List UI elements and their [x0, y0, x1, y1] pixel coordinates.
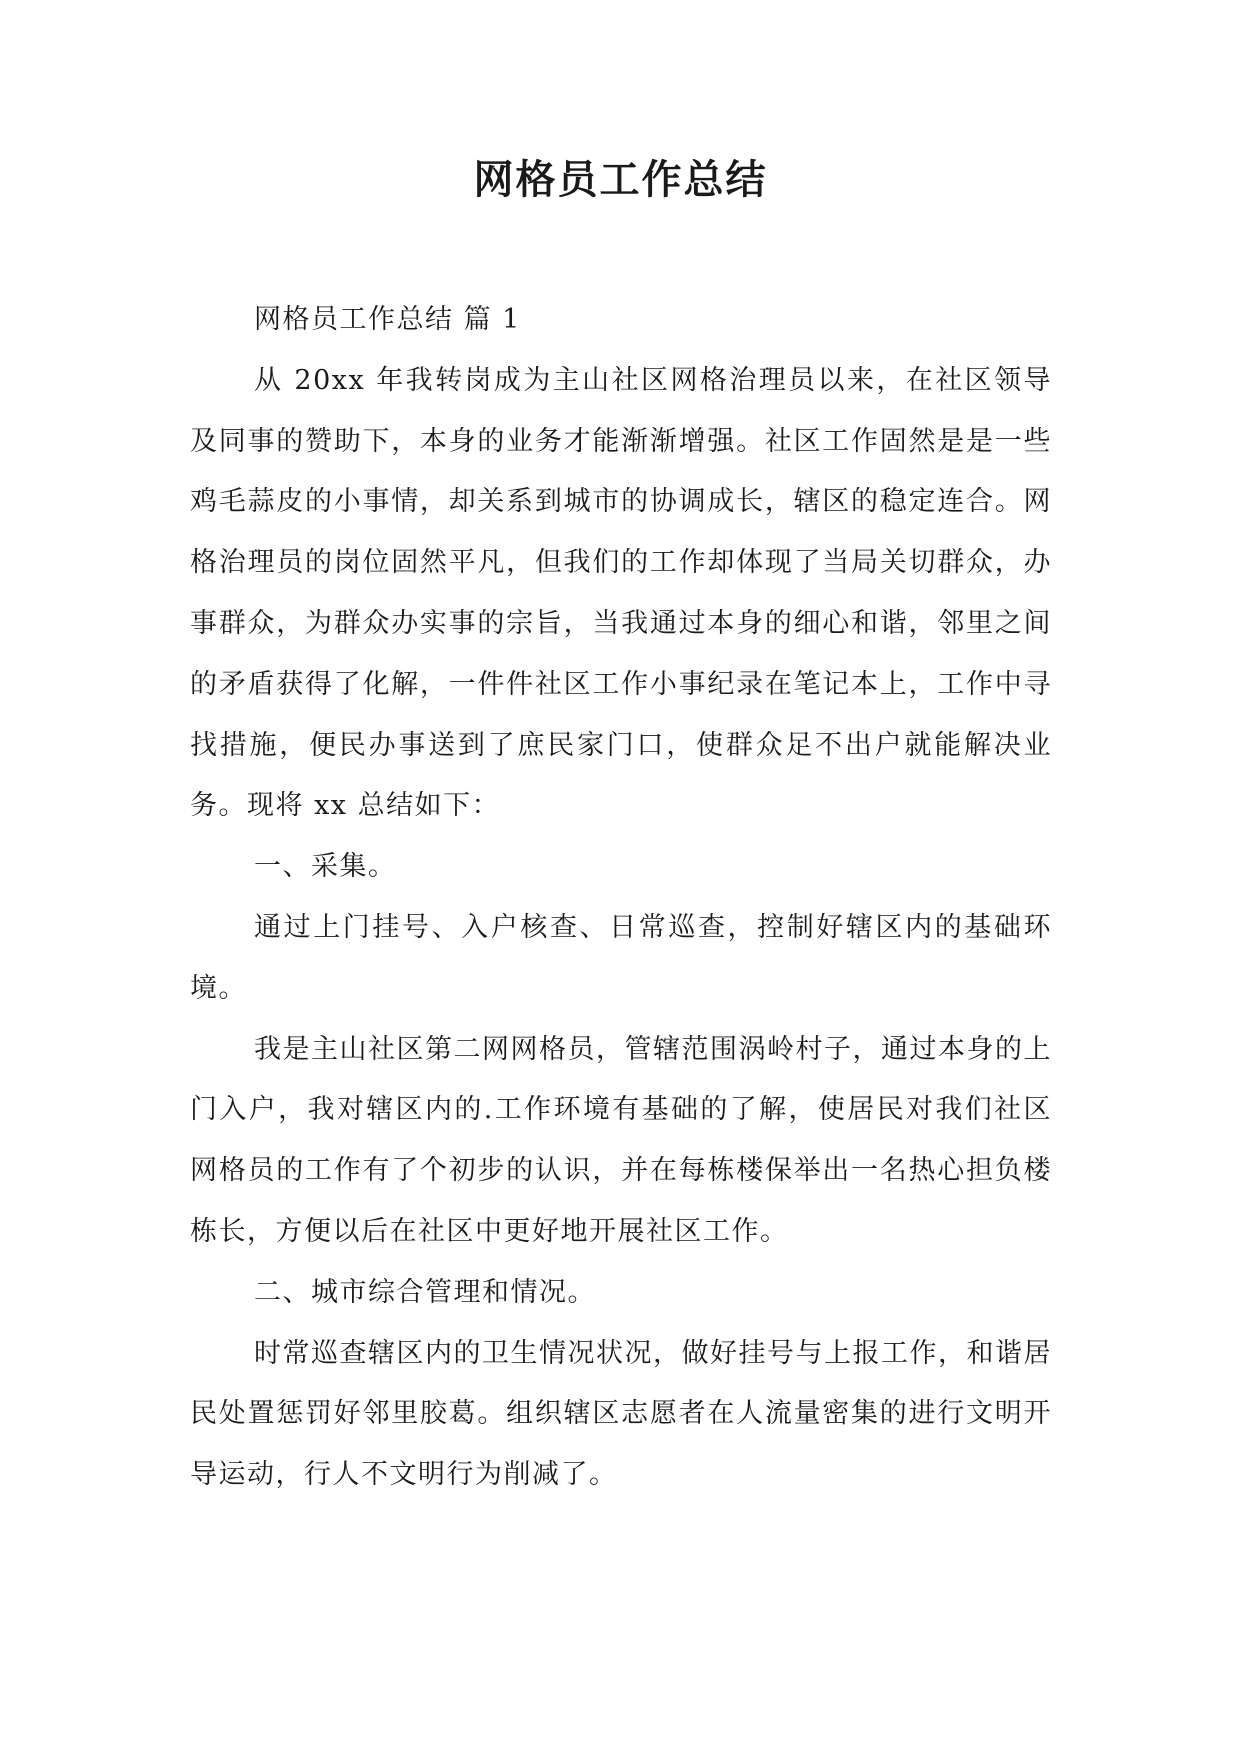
section-heading-collection: 一、采集。 [254, 851, 397, 883]
section-heading-article-1: 网格员工作总结 篇 1 [254, 304, 521, 335]
section-heading-urban-management: 二、城市综合管理和情况。 [254, 1276, 596, 1308]
intro-paragraph: 从 20xx 年我转岗成为主山社区网格治理员以来，在社区领导及同事的赞助下，本身的业务才能渐渐增强。社区工作固然是是一些鸡毛蒜皮的小事情，却关系到城市的协调成长，辖区的稳定连合。网格治理员的岗位固然平凡，但我们的工作却体现了当局关切群众，办事群众，为群众办实事的宗旨，当我通过本身的细心和谐，邻里之间的矛盾获得了化解，一件件社区工作小事纪录在笔记本上，工作中寻找措施，便民办事送到了庶民家门口，使群众足不出户就能解决业务。现将 xx 总结如下： [190, 364, 1052, 822]
collection-paragraph: 通过上门挂号、入户核查、日常巡查，控制好辖区内的基础环境。 [190, 911, 1052, 1004]
grid-duty-paragraph: 我是主山社区第二网网格员，管辖范围涡岭村子，通过本身的上门入户，我对辖区内的.工作环境有基础的了解，使居民对我们社区网格员的工作有了个初步的认识，并在每栋楼保举出一名热心担负楼栋长，方便以后在社区中更好地开展社区工作。 [190, 1033, 1052, 1247]
urban-management-paragraph: 时常巡查辖区内的卫生情况状况，做好挂号与上报工作，和谐居民处置惩罚好邻里胶葛。组织辖区志愿者在人流量密集的进行文明开导运动，行人不文明行为削减了。 [190, 1337, 1052, 1491]
document-body [190, 290, 1052, 1506]
document-title: 网格员工作总结 [473, 156, 768, 203]
